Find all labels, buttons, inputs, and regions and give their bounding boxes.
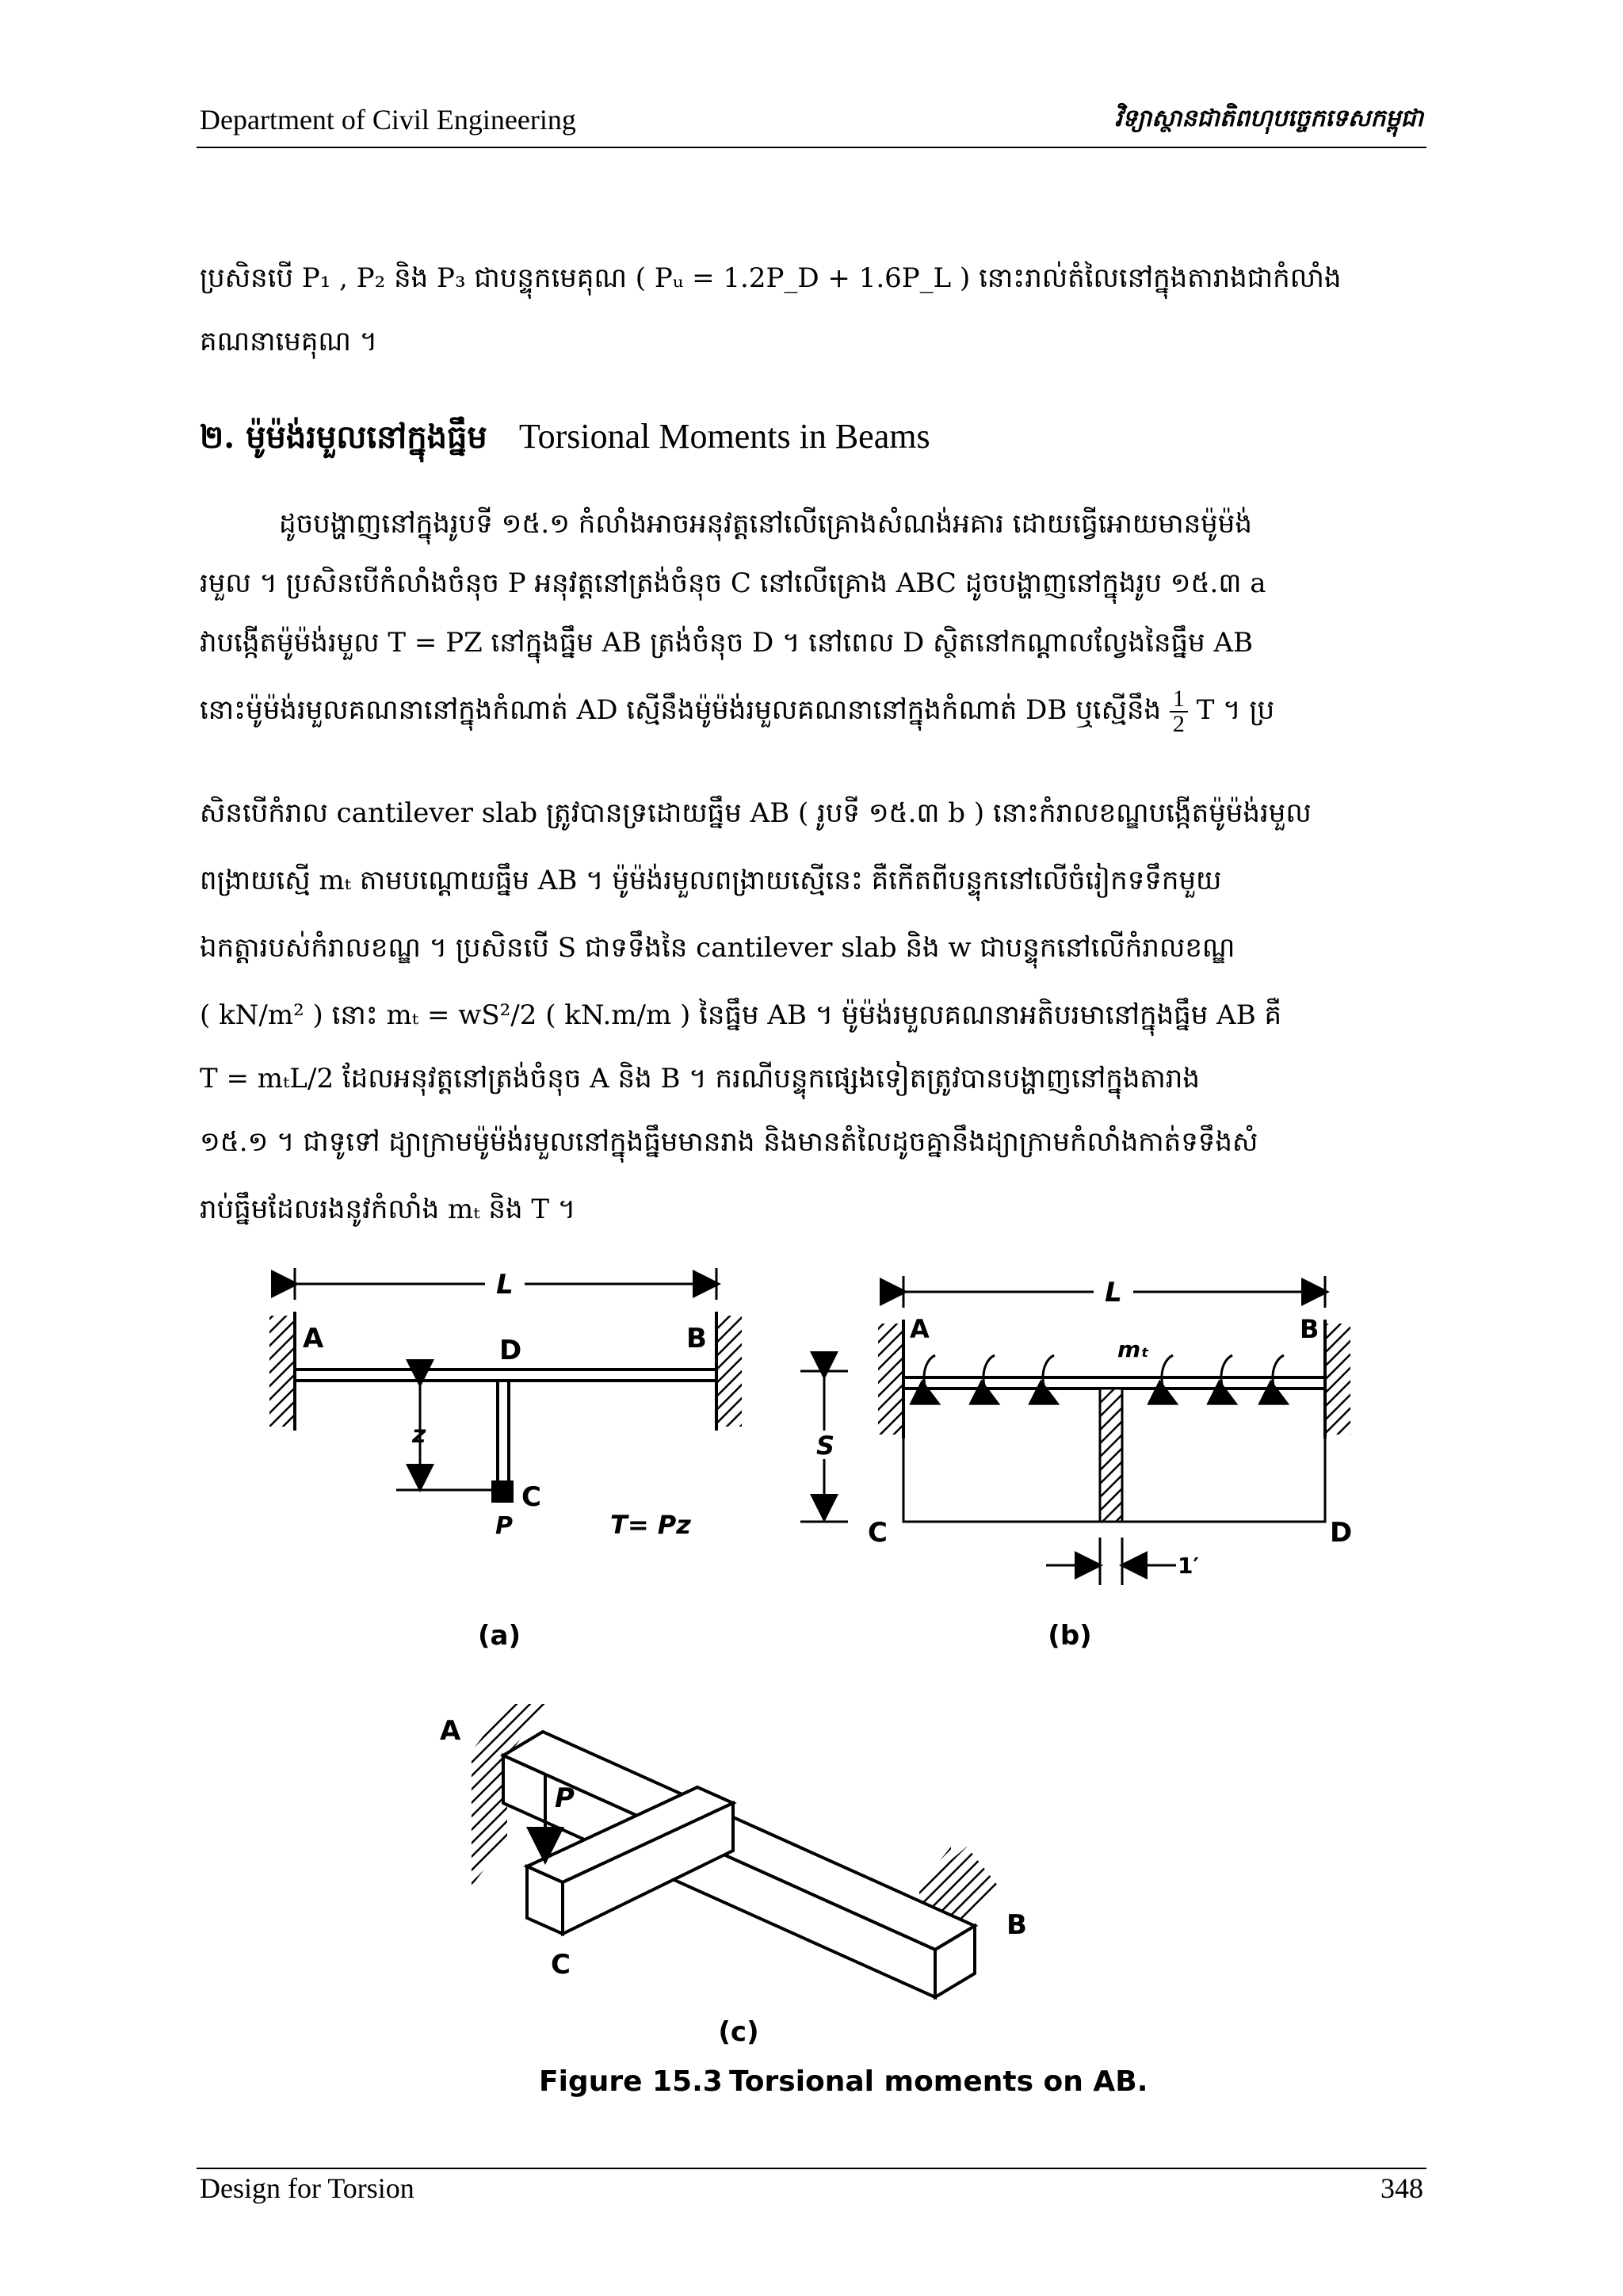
label-unit-width: 1′ xyxy=(1178,1553,1199,1579)
body-line-7: ឯកត្តារបស់កំរាលខណ្ឌ ។ ប្រសិនបើ S ជាទទឹងនៃ cantilever slab និង w ជាបន្ទុកនៅលើកំរាលខណ្ឌ xyxy=(200,932,1235,964)
label-a: A xyxy=(303,1323,324,1354)
label-c-b: C xyxy=(868,1517,888,1549)
body-line-11: រាប់ធ្នឹមដែលរងនូវកំលាំង mₜ និង T ។ xyxy=(200,1194,576,1225)
label-b-c: B xyxy=(1006,1909,1027,1941)
body-line-6: ពង្រាយស្មើ mₜ តាមបណ្តោយធ្នឹម AB ។ ម៉ូម៉ង់រមួលពង្រាយស្មើនេះ គឺកើតពីបន្ទុកនៅលើចំរៀកទទឹកមួយ xyxy=(200,865,1222,896)
figure-b xyxy=(800,1276,1352,1652)
label-l-b: L xyxy=(1105,1277,1122,1308)
formula-t-pz: T= Pz xyxy=(610,1510,691,1540)
body-line-4b: T ។ ប្រ xyxy=(1196,694,1275,726)
footer-left: Design for Torsion xyxy=(200,2172,414,2204)
fraction-denominator: 2 xyxy=(1172,711,1185,737)
section-title-en: Torsional Moments in Beams xyxy=(518,417,930,456)
support-a-wall xyxy=(269,1316,293,1427)
figure-a xyxy=(269,1268,742,1652)
body-line-4a: នោះម៉ូម៉ង់រមួលគណនានៅក្នុងកំណាត់ AD ស្មើនឹងម៉ូម៉ង់រមួលគណនានៅក្នុងកំណាត់ DB ឬស្មើនឹង xyxy=(200,694,1162,726)
label-a-c: A xyxy=(440,1715,461,1747)
figure-caption-label: Figure 15.3 xyxy=(539,2065,723,2098)
body-line-10: ១៥.១ ។ ជាទូទៅ ដ្យាក្រាមម៉ូម៉ង់រមួលនៅក្នុងធ្នឹមមានរាង និងមានតំលៃដូចគ្នានឹងដ្យាក្រាមកំលាំងកាត់ទទឹងសំ xyxy=(200,1126,1258,1158)
caption-a: (a) xyxy=(477,1620,521,1652)
caption-b: (b) xyxy=(1048,1620,1092,1652)
label-d-b: D xyxy=(1330,1517,1353,1549)
fraction-numerator: 1 xyxy=(1170,687,1188,712)
support-a-wall-b xyxy=(878,1324,902,1435)
label-b: B xyxy=(686,1323,707,1354)
beam-ab-b xyxy=(903,1377,1325,1389)
body-line-5: សិនបើកំរាល cantilever slab ត្រូវបានទ្រដោយធ្នឹម AB ( រូបទី ១៥.៣ b ) នោះកំរាលខណ្ឌបង្កើតម៉ូម៉ង់រមួល xyxy=(200,797,1312,829)
beam-ab xyxy=(295,1370,716,1381)
caption-c: (c) xyxy=(718,2016,759,2048)
page-number: 348 xyxy=(1381,2172,1423,2204)
body-line-2: រមួល ។ ប្រសិនបើកំលាំងចំនុច P អនុវត្តនៅត្រង់ចំនុច C នៅលើគ្រោង ABC ដូចបង្ហាញនៅក្នុងរូប ១៥.៣ a xyxy=(200,567,1266,599)
label-z: z xyxy=(412,1421,426,1449)
label-a-b: A xyxy=(910,1314,930,1344)
intro-line-1: ប្រសិនបើ P₁ , P₂ និង P₃ ជាបន្ទុកមេគុណ ( Pᵤ = 1.2P_D + 1.6P_L ) នោះរាល់តំលៃនៅក្នុងតារាងជាកំលាំង xyxy=(200,262,1342,294)
section-title-kh: ២. ម៉ូម៉ង់រមួលនៅក្នុងធ្នឹម xyxy=(200,418,487,456)
support-b-wall-b xyxy=(1327,1324,1350,1435)
label-c: C xyxy=(521,1481,541,1513)
label-mt: mₜ xyxy=(1117,1336,1150,1362)
footer-rule xyxy=(197,2168,1426,2169)
label-l: L xyxy=(496,1269,514,1301)
point-c-block xyxy=(491,1480,514,1503)
body-line-9: T = mₜL/2 ដែលអនុវត្តនៅត្រង់ចំនុច A និង B ។ ករណីបន្ទុកផ្សេងទៀតត្រូវបានបង្ហាញនៅក្នុងតារាង xyxy=(200,1063,1200,1095)
header-left: Department of Civil Engineering xyxy=(200,104,576,136)
body-line-8: ( kN/m² ) នោះ mₜ = wS²/2 ( kN.m/m ) នៃធ្នឹម AB ។ ម៉ូម៉ង់រមួលគណនាអតិបរមានៅក្នុងធ្នឹម AB គឺ xyxy=(200,999,1282,1031)
unit-strip xyxy=(1100,1389,1122,1522)
support-b-wall xyxy=(718,1316,742,1427)
header-right: វិទ្យាស្ថានជាតិពហុបច្ចេកទេសកម្ពុជា xyxy=(1114,105,1423,132)
body-line-3: វាបង្កើតម៉ូម៉ង់រមួល T = PZ នៅក្នុងធ្នឹម AB ត្រង់ចំនុច D ។ នៅពេល D ស្ថិតនៅកណ្តាលល្វែងនៃធ្នឹម AB xyxy=(200,627,1254,659)
label-s: S xyxy=(816,1431,835,1461)
label-c-c: C xyxy=(551,1949,571,1981)
label-p-c: P xyxy=(555,1782,575,1814)
body-line-1: ដូចបង្ហាញនៅក្នុងរូបទី ១៥.១ កំលាំងអាចអនុវត្តនៅលើគ្រោងសំណង់អគារ ដោយធ្វើអោយមានម៉ូម៉ង់ xyxy=(279,508,1252,540)
label-p: P xyxy=(495,1512,513,1540)
label-d: D xyxy=(499,1335,522,1366)
intro-line-2: គណនាមេគុណ ។ xyxy=(200,326,378,357)
arm-dc xyxy=(498,1381,509,1482)
label-b-b: B xyxy=(1300,1314,1319,1344)
figure-caption-text: Torsional moments on AB. xyxy=(729,2065,1148,2098)
figure-c xyxy=(440,1704,1027,2048)
